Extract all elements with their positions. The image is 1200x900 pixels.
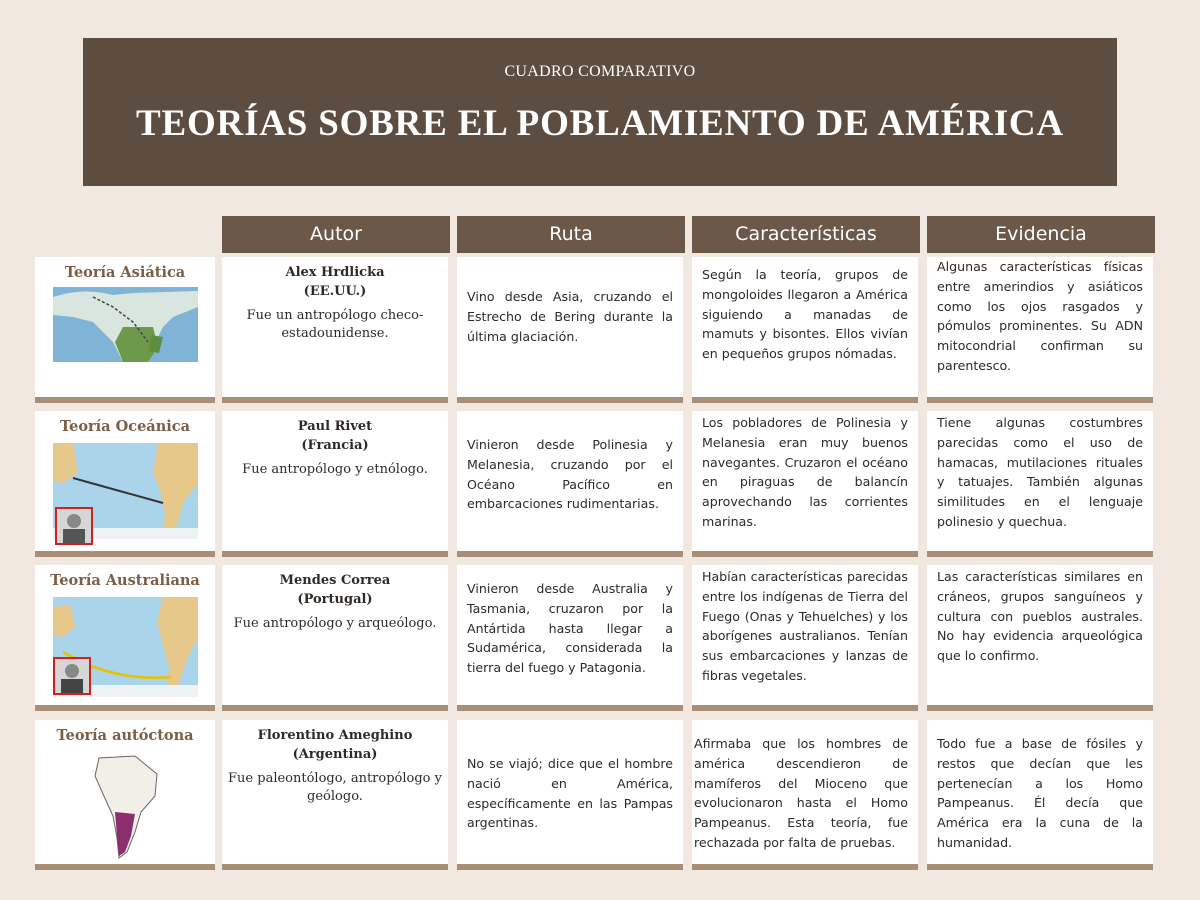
author-photo [55, 507, 93, 545]
author-country: (Portugal) [297, 592, 373, 607]
author-card [222, 720, 448, 870]
characteristics-card [692, 720, 918, 870]
author-description: Fue un antropólogo checo-estadounidense. [246, 308, 424, 341]
characteristics-card [692, 565, 918, 711]
author-description: Fue antropólogo y arqueólogo. [233, 616, 437, 631]
evidence-text: Tiene algunas costumbres parecidas como el uso de hamacas, mutilaciones rituales y tatuajes. También algunas similitudes en el lenguaje polinesio y quechua. [937, 415, 1143, 529]
author-country: (EE.UU.) [303, 284, 367, 299]
evidence-text: Todo fue a base de fósiles y restos que decían que les pertenecían a los Homo Pampeanus. Él decía que América era la cuna de la humanidad. [937, 736, 1143, 850]
author-name: Mendes Correa [279, 573, 391, 588]
banner-subtitle: CUADRO COMPARATIVO [504, 63, 696, 80]
author-country: (Argentina) [292, 747, 378, 762]
characteristics-card [692, 411, 918, 557]
author-description: Fue paleontólogo, antropólogo y geólogo. [228, 771, 442, 804]
theory-card-autochthonous [35, 720, 215, 870]
characteristics-text: Según la teoría, grupos de mongoloides llegaron a América siguiendo a manadas de mamuts y bisontes. Ellos vivían en pequeños grupos nómadas. [702, 267, 908, 362]
evidence-card [927, 720, 1153, 870]
author-photo [53, 657, 91, 695]
route-text: Vinieron desde Australia y Tasmania, cruzaron por la Antártida hasta llegar a Sudamérica, considerada la tierra del fuego y Patagonia. [467, 581, 673, 676]
author-card [222, 411, 448, 557]
route-text: Vinieron desde Polinesia y Melanesia, cruzando por el Océano Pacífico en embarcaciones rudimentarias. [467, 437, 673, 512]
author-name: Florentino Ameghino [257, 728, 413, 743]
theory-name: Teoría Asiática [64, 264, 186, 281]
author-country: (Francia) [301, 438, 369, 453]
route-card [457, 565, 683, 711]
theory-card-australian [35, 565, 215, 711]
evidence-text: Algunas características físicas entre amerindios y asiáticos como los ojos rasgados y pómulos prominentes. Su ADN mitocondrial confirman su parentesco. [937, 259, 1143, 373]
route-text: Vino desde Asia, cruzando el Estrecho de Bering durante la última glaciación. [467, 289, 673, 344]
evidence-card [927, 411, 1153, 557]
theory-card-asian [35, 257, 215, 403]
column-header-characteristics: Características [692, 216, 920, 253]
south-america-map [85, 752, 165, 860]
characteristics-card [692, 257, 918, 403]
theory-name: Teoría Oceánica [60, 418, 190, 435]
column-header-author: Autor [222, 216, 450, 253]
evidence-card [927, 565, 1153, 711]
author-card [222, 565, 448, 711]
route-card [457, 720, 683, 870]
author-card [222, 257, 448, 403]
title-banner [83, 38, 1117, 186]
evidence-card [927, 257, 1153, 403]
bering-route-map [53, 287, 198, 362]
theory-name: Teoría Australiana [50, 572, 200, 589]
author-name: Alex Hrdlicka [285, 265, 385, 280]
author-description: Fue antropólogo y etnólogo. [242, 462, 428, 477]
column-header-evidence: Evidencia [927, 216, 1155, 253]
page-title: TEORÍAS SOBRE EL POBLAMIENTO DE AMÉRICA [136, 103, 1064, 144]
evidence-text: Las características similares en cráneos, grupos sanguíneos y cultura con pueblos australes. No hay evidencia arqueológica que lo confirmo. [937, 569, 1143, 664]
theory-name: Teoría autóctona [56, 727, 194, 744]
characteristics-text: Habían características parecidas entre los indígenas de Tierra del Fuego (Onas y Tehuelches) y los aborígenes australianos. Tenían sus embarcaciones y lanzas de fibras vegetales. [702, 569, 908, 683]
author-name: Paul Rivet [297, 419, 373, 434]
route-card [457, 257, 683, 403]
column-header-route: Ruta [457, 216, 685, 253]
characteristics-text: Afirmaba que los hombres de américa descendieron de mamíferos del Mioceno que evolucionaron hasta el Homo Pampeanus. Esta teoría, fue rechazada por falta de pruebas. [694, 736, 908, 850]
route-text: No se viajó; dice que el hombre nació en América, específicamente en las Pampas argentinas. [467, 756, 673, 831]
characteristics-text: Los pobladores de Polinesia y Melanesia eran muy buenos navegantes. Cruzaron el océano en piraguas de balancín aprovechando las corrientes marinas. [702, 415, 908, 529]
theory-card-oceanic [35, 411, 215, 557]
route-card [457, 411, 683, 557]
